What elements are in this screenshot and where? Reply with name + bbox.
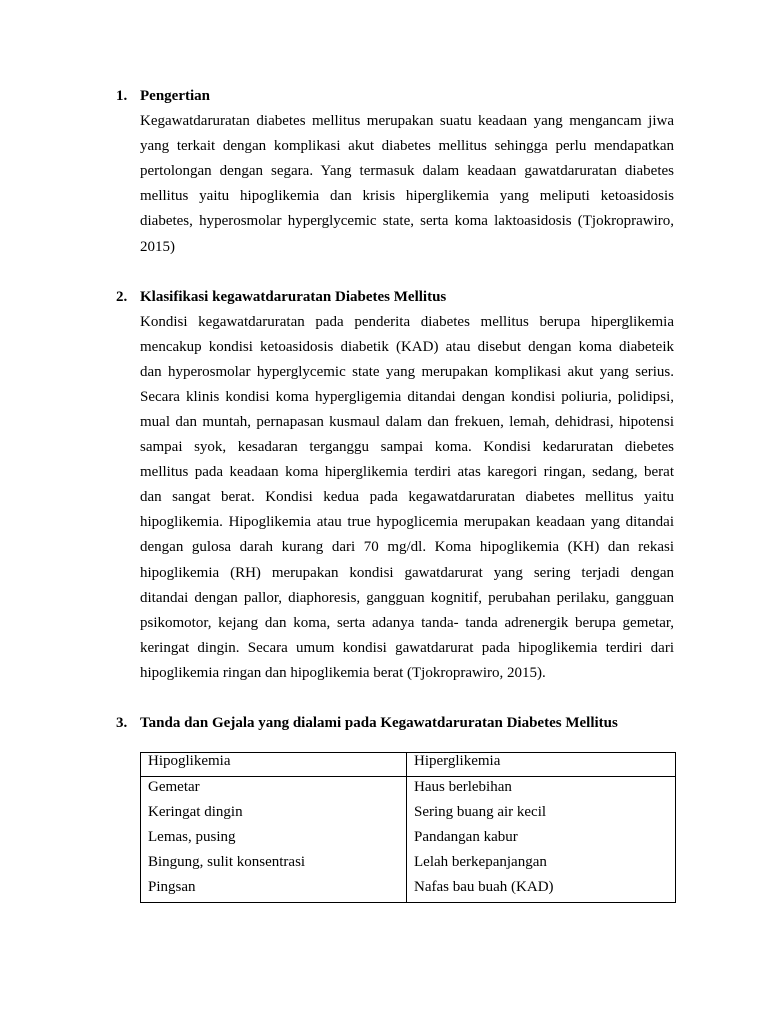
section-heading-row (116, 84, 674, 109)
table-row (141, 852, 676, 877)
paragraph-line: yang terkait dengan komplikasi akut diabetes mellitus sehingga perlu mendapatkan (140, 138, 674, 155)
paragraph-line: pertolongan dengan segara. Yang termasuk dalam keadaan gawatdaruratan diabetes (140, 163, 674, 180)
paragraph-line: mual dan muntah, pernapasan kusmaul dalam dan frekuen, lemah, dehidrasi, hipotensi (140, 413, 674, 430)
table-cell: Lemas, pusing (141, 827, 407, 852)
table-cell: Nafas bau buah (KAD) (407, 877, 676, 903)
section-heading: Klasifikasi kegawatdaruratan Diabetes Mellitus (140, 288, 447, 305)
paragraph-line: dan hyperosmolar hyperglycemic state yang merupakan komplikasi akut yang serius. (140, 363, 674, 380)
section-heading-row (116, 285, 674, 310)
table-row (141, 802, 676, 827)
section-number: 1. (116, 88, 128, 104)
paragraph-line: Secara klinis kondisi koma hypergligemia ditandai dengan kondisi poliuria, polidipsi, (140, 388, 674, 405)
section-heading: Pengertian (140, 88, 210, 104)
table-cell: Lelah berkepanjangan (407, 852, 676, 877)
paragraph-line: Kegawatdaruratan diabetes mellitus merupakan suatu keadaan yang mengancam jiwa (140, 113, 674, 130)
paragraph-line: hipoglikemia. Hipoglikemia atau true hypoglicemia merupakan keadaan yang ditandai (140, 514, 674, 531)
paragraph-line: diabetes, hyperosmolar hyperglycemic state, serta koma laktoasidosis (Tjokroprawiro, (140, 213, 674, 230)
table-row (141, 827, 676, 852)
paragraph-line: psikomotor, kejang dan koma, serta adanya tanda- tanda adrenergik berupa gemetar, (140, 614, 674, 631)
paragraph-line: sampai syok, kesadaran terganggu sampai koma. Kondisi kedaruratan diebetes (140, 439, 674, 456)
table-header-cell: Hiperglikemia (407, 753, 676, 777)
table-row (141, 877, 676, 903)
table-cell: Haus berlebihan (407, 777, 676, 803)
table-cell: Bingung, sulit konsentrasi (141, 852, 407, 877)
table-cell: Gemetar (141, 777, 407, 803)
section-number: 3. (116, 715, 128, 731)
section-heading-row (116, 711, 674, 736)
table-cell: Pandangan kabur (407, 827, 676, 852)
symptoms-table (140, 752, 676, 903)
paragraph-line: mellitus yaitu hipoglikemia dan krisis hiperglikemia yang meliputi ketoasidosis (140, 188, 674, 205)
paragraph-line: keringat dingin. Secara umum kondisi gawatdarurat pada hipoglikemia terdiri dari (140, 639, 674, 656)
table-cell: Pingsan (141, 877, 407, 903)
paragraph-line: ditandai dengan pallor, diaphoresis, gangguan kognitif, perubahan perilaku, gangguan (140, 589, 674, 606)
paragraph-line: mencakup kondisi ketoasidosis diabetik (KAD) atau disebut dengan koma diabeteik (140, 338, 674, 355)
section-klasifikasi (116, 285, 674, 687)
section-number: 2. (116, 288, 128, 305)
paragraph-line: mellitus pada keadaan koma hiperglikemia terdiri atas karegori ringan, sedang, berat (140, 464, 674, 481)
section-heading: Tanda dan Gejala yang dialami pada Kegawatdaruratan Diabetes Mellitus (140, 715, 618, 731)
paragraph-line: 2015) (140, 238, 175, 255)
paragraph-line: dan sangat berat. Kondisi kedua pada kegawatdaruratan diabetes mellitus yaitu (140, 489, 674, 506)
paragraph-line: Kondisi kegawatdaruratan pada penderita diabetes mellitus berupa hiperglikemia (140, 313, 674, 330)
table-row (141, 777, 676, 803)
table-header-row (141, 753, 676, 777)
section-pengertian (116, 84, 674, 260)
paragraph-line: hipoglikemia (RH) merupakan kondisi gawatdarurat yang sering terjadi dengan (140, 564, 674, 581)
paragraph-line: dengan gulosa darah kurang dari 70 mg/dl. Koma hipoglikemia (KH) dan rekasi (140, 539, 674, 556)
table-cell: Keringat dingin (141, 802, 407, 827)
table-header-cell: Hipoglikemia (141, 753, 407, 777)
section-tanda-gejala (116, 711, 674, 736)
paragraph-line: hipoglikemia ringan dan hipoglikemia berat (Tjokroprawiro, 2015). (140, 664, 546, 681)
table-cell: Sering buang air kecil (407, 802, 676, 827)
